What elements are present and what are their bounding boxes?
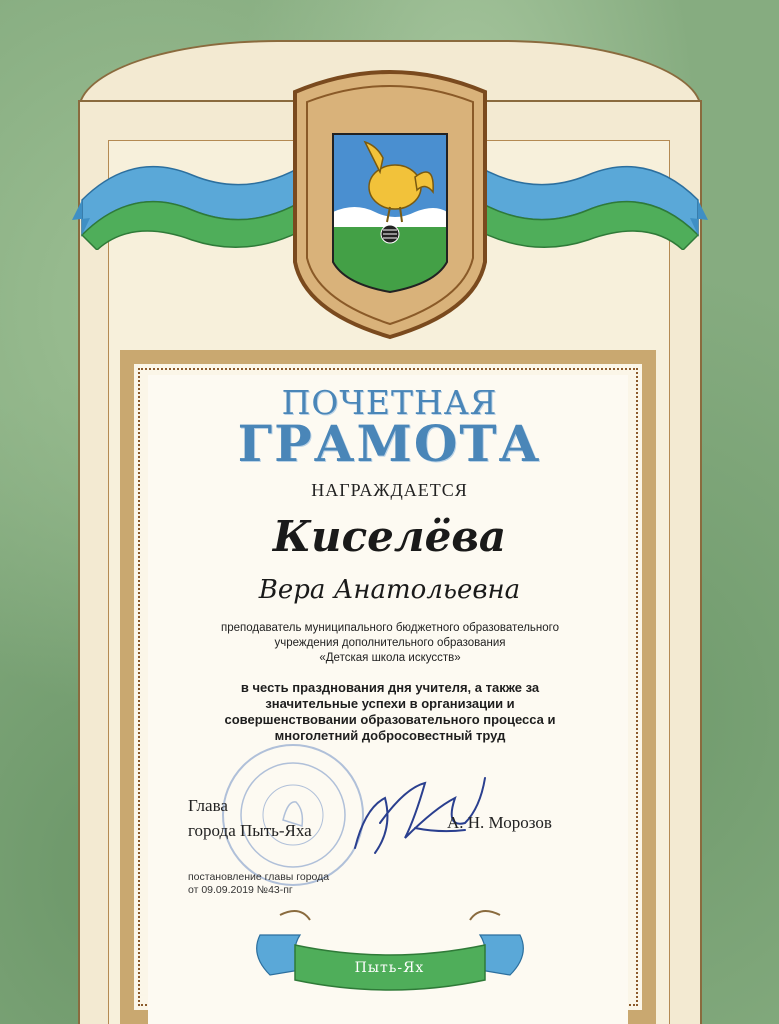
decree-line: от 09.09.2019 №43-пг (188, 884, 293, 896)
reason-line: значительные успехи в организации и (265, 696, 515, 711)
recipient-surname: Киселёва (272, 512, 507, 561)
position-line: учреждения дополнительного образования (274, 637, 506, 649)
position-line: преподаватель муниципального бюджетного образовательного (220, 622, 559, 634)
recipient-given-names: Вера Анатольевна (258, 575, 521, 605)
decree-reference (188, 871, 329, 897)
coat-of-arms-icon (285, 62, 495, 342)
signatory-title-line: Глава (188, 796, 228, 815)
reason-line: совершенствовании образовательного процесса и (224, 712, 556, 727)
reason-line: в честь празднования дня учителя, а также за (240, 680, 540, 695)
reason-line: многолетний добросовестный труд (274, 728, 506, 743)
right-ribbon-icon (458, 140, 708, 250)
signatory-title-line: города Пыть-Яха (188, 821, 312, 840)
title-line-1: ПОЧЕТНАЯ (281, 383, 498, 422)
decree-line: постановление главы города (188, 871, 330, 883)
position-line: «Детская школа искусств» (319, 652, 461, 664)
signatory-name: А. Н. Морозов (447, 813, 552, 832)
bottom-ribbon-icon (240, 895, 540, 1005)
award-reason (190, 680, 590, 744)
recipient-position (180, 621, 600, 666)
signatory-title (188, 793, 312, 843)
title-line-2: ГРАМОТА (237, 414, 542, 473)
awarded-label: НАГРАЖДАЕТСЯ (311, 480, 468, 500)
ribbon-city-label: Пыть-Ях (354, 960, 425, 976)
